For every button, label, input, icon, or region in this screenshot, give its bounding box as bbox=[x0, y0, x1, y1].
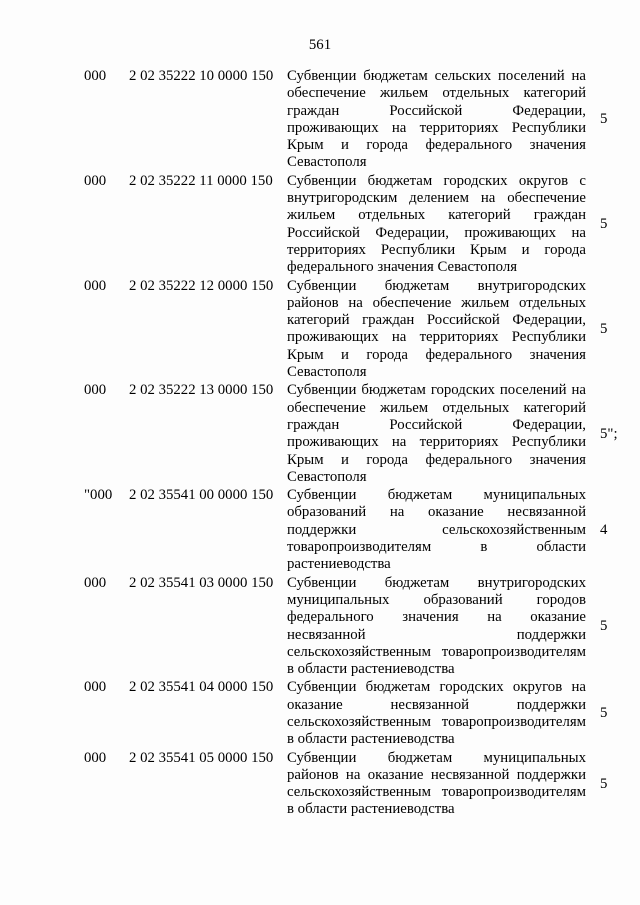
table-row bbox=[0, 679, 640, 748]
description-cell: Субвенции бюджетам сельских поселений на обеспечение жильем отдельных категорий граждан Российской Федерации, проживающих на территориях Республики Крым и города федерального значения Севастополя bbox=[287, 68, 586, 171]
amount-cell: 5 bbox=[600, 705, 608, 722]
amount-cell: 5"; bbox=[600, 425, 618, 442]
admin-code-cell: 000 bbox=[84, 574, 107, 591]
amount-cell: 4 bbox=[600, 521, 608, 538]
budget-code-table bbox=[0, 68, 640, 819]
admin-code-cell: 000 bbox=[84, 277, 107, 294]
budget-code-cell: 2 02 35541 05 0000 150 bbox=[129, 749, 274, 766]
amount-cell: 5 bbox=[600, 320, 608, 337]
description-cell: Субвенции бюджетам муниципальных районов на оказание несвязанной поддержки сельскохозяйственным товаропроизводителям в области растениеводства bbox=[287, 749, 586, 818]
table-row bbox=[0, 750, 640, 819]
description-cell: Субвенции бюджетам городских поселений на обеспечение жильем отдельных категорий граждан Российской Федерации, проживающих на территориях Республики Крым и города федерального значения Севастополя bbox=[287, 382, 586, 485]
amount-cell: 5 bbox=[600, 111, 608, 128]
budget-code-cell: 2 02 35541 04 0000 150 bbox=[129, 679, 274, 696]
description-cell: Субвенции бюджетам городских округов на оказание несвязанной поддержки сельскохозяйственным товаропроизводителям в области растениеводства bbox=[287, 679, 586, 748]
admin-code-cell: 000 bbox=[84, 382, 107, 399]
table-row bbox=[0, 487, 640, 573]
table-row bbox=[0, 575, 640, 679]
amount-cell: 5 bbox=[600, 775, 608, 792]
budget-code-cell: 2 02 35541 03 0000 150 bbox=[129, 574, 274, 591]
description-cell: Субвенции бюджетам муниципальных образований на оказание несвязанной поддержки сельскохозяйственным товаропроизводителям в области растениеводства bbox=[287, 487, 586, 573]
budget-code-cell: 2 02 35222 11 0000 150 bbox=[129, 172, 273, 189]
amount-cell: 5 bbox=[600, 617, 608, 634]
table-row bbox=[0, 68, 640, 172]
table-row bbox=[0, 278, 640, 382]
amount-cell: 5 bbox=[600, 216, 608, 233]
description-cell: Субвенции бюджетам городских округов с внутригородским делением на обеспечение жильем отдельных категорий граждан Российской Федерации, проживающих на территориях Республики Крым и города федерального значения Севастополя bbox=[287, 172, 586, 276]
admin-code-cell: 000 bbox=[84, 749, 107, 766]
budget-code-cell: 2 02 35541 00 0000 150 bbox=[129, 487, 274, 504]
admin-code-cell: 000 bbox=[84, 68, 107, 84]
description-cell: Субвенции бюджетам внутригородских районов на обеспечение жильем отдельных категорий граждан Российской Федерации, проживающих на территориях Республики Крым и города федерального значения Севастополя bbox=[287, 277, 586, 381]
budget-code-cell: 2 02 35222 12 0000 150 bbox=[129, 277, 274, 294]
admin-code-cell: 000 bbox=[84, 679, 107, 696]
budget-code-cell: 2 02 35222 13 0000 150 bbox=[129, 382, 274, 399]
admin-code-cell: "000 bbox=[84, 487, 113, 504]
description-cell: Субвенции бюджетам внутригородских муниципальных образований городов федерального значения на оказание несвязанной поддержки сельскохозяйственным товаропроизводителям в области растениеводства bbox=[287, 574, 586, 678]
admin-code-cell: 000 bbox=[84, 172, 107, 189]
table-row bbox=[0, 173, 640, 277]
budget-code-cell: 2 02 35222 10 0000 150 bbox=[129, 68, 274, 84]
table-row bbox=[0, 382, 640, 486]
page-number: 561 bbox=[308, 37, 332, 53]
